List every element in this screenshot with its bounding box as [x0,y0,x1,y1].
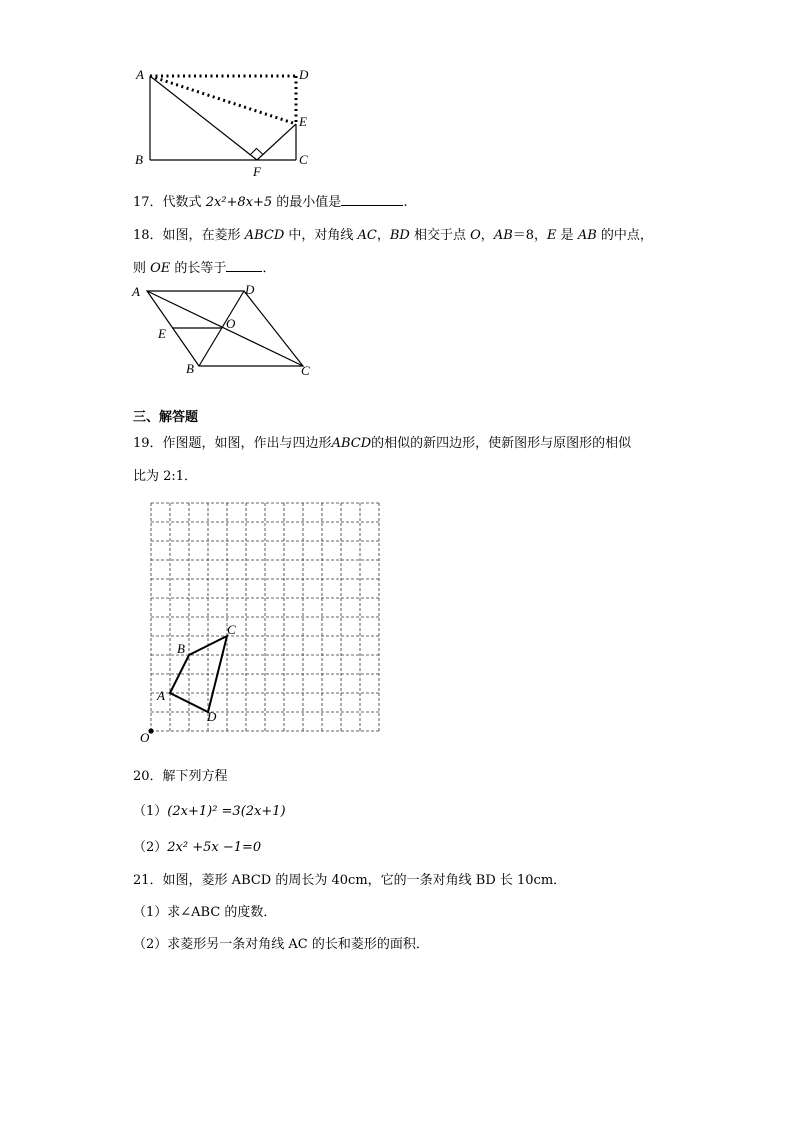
q18-text: ， [480,228,494,243]
q18-text: 中，对角线 [284,228,358,243]
label-d: D [299,67,309,82]
label-b: B [135,152,143,167]
q19-text: 作图题，如图，作出与四边形 [162,436,332,451]
q18-text: 是 [556,228,578,243]
q17-end: . [403,195,408,210]
q18-text: 的长等于 [170,261,227,276]
q19-text: 比为 2:1． [133,469,198,484]
q20-part2-equation: 2x² +5x −1=0 [167,840,262,855]
label-d: D [207,709,217,724]
label-b: B [177,641,185,656]
label-a: A [132,284,140,299]
question-21-part1: （1）求∠ABC 的度数． [133,905,277,920]
q18-text: ， [376,228,390,243]
label-c: C [299,152,308,167]
question-20-title: 20．解下列方程 [133,769,228,784]
label-e: E [158,326,166,341]
question-20-part1 [133,800,286,819]
q18-number: 18． [133,228,163,243]
q18-var: AC [357,228,377,243]
label-b: B [186,361,194,376]
q18-text: 相交于点 [409,228,471,243]
label-o: O [140,730,150,745]
q18-end: ． [262,261,276,276]
question-21-part2: （2）求菱形另一条对角线 AC 的长和菱形的面积． [133,937,429,952]
question-21-line1: 21．如图，菱形 ABCD 的周长为 40cm，它的一条对角线 BD 长 10cm． [133,873,567,888]
q17-suffix: 的最小值是 [272,195,342,210]
q20-part1-number: （1） [133,804,168,819]
q18-text: ＝8， [512,228,548,243]
q18-text: 如图，在菱形 [162,228,245,243]
q18-var: O [470,228,481,243]
label-c: C [301,363,310,378]
q18-text: 则 [133,261,151,276]
label-f: F [253,164,261,179]
section-heading: 三、解答题 [133,410,199,425]
q20-part1-equation: (2x+1)² =3(2x+1) [167,804,286,819]
label-d: D [245,282,255,297]
q18-var: E [547,228,557,243]
q18-text: 的中点， [596,228,653,243]
q18-var: BD [389,228,410,243]
q18-var: AB [493,228,513,243]
label-a: A [136,67,144,82]
q19-number: 19． [133,436,163,451]
q17-expression: 2x²+8x+5 [205,195,273,210]
q19-var: ABCD [331,436,372,451]
q19-text: 的相似的新四边形，使新图形与原图形的相似 [371,436,632,451]
label-a: A [157,688,165,703]
label-c: C [227,622,236,637]
question-20-part2 [133,836,261,855]
q17-prefix: 代数式 [162,195,206,210]
q18-var: ABCD [244,228,285,243]
q17-number: 17． [133,195,163,210]
q18-var: AB [577,228,597,243]
q20-part2-number: （2） [133,840,168,855]
label-o: O [226,316,236,331]
grid-lines [151,503,379,731]
label-e: E [299,114,307,129]
q18-var: OE [150,261,171,276]
